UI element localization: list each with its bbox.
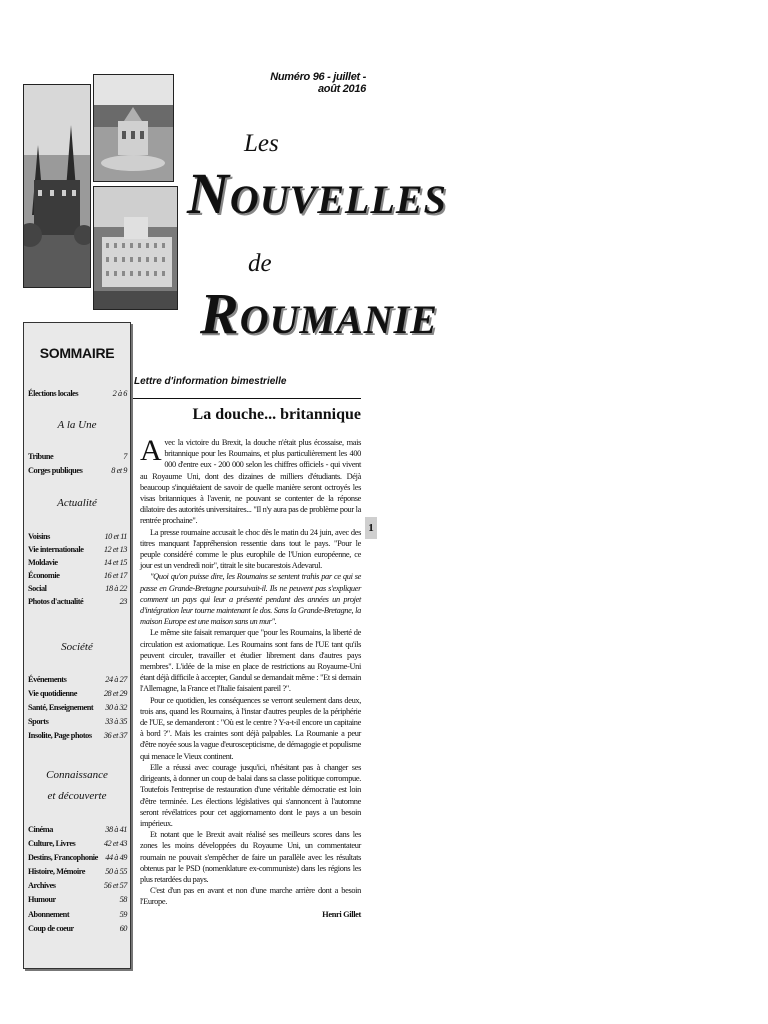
masthead-nouvelles-cap: N — [187, 161, 230, 226]
masthead-roumanie — [200, 280, 438, 347]
toc-title: SOMMAIRE — [39, 345, 115, 361]
article-author: Henri Gillet — [322, 909, 361, 919]
masthead-les: Les — [244, 130, 279, 157]
toc-item[interactable]: Photos d'actualité 23 — [28, 597, 127, 606]
toc-item[interactable]: Destins, Francophonie 44 à 49 — [28, 853, 127, 862]
toc-item[interactable]: Archives 56 et 57 — [28, 881, 127, 890]
masthead-roumanie-cap: R — [200, 281, 240, 346]
toc-item[interactable]: Abonnement 59 — [28, 910, 127, 919]
parliament-photo — [93, 186, 178, 310]
masthead-de: de — [248, 250, 272, 277]
article-title: La douche... britannique — [192, 406, 361, 423]
masthead-roumanie-rest: OUMANIE — [239, 297, 438, 342]
toc-item[interactable]: Cinéma 38 à 41 — [28, 825, 127, 834]
table-of-contents — [23, 322, 131, 969]
header-rule — [133, 398, 361, 399]
article-paragraph: Elle a réussi avec courage jusqu'ici, n'hésitant pas à changer ses dirigeants, à donner un coup de balai dans sa classe politique corrompue. Toutefois l'entreprise de restauration d'une véritable démocratie est loin d'être terminée. Les élections législatives qui s'annoncent à l'automne seront révélatrices pour cet aggiornamento dont le pays a un besoin impérieux. — [140, 762, 361, 828]
article-paragraph: Le même site faisait remarquer que "pour les Roumains, la liberté de circulation est axiomatique. Les Roumains sont fans de l'UE tant qu'ils peuvent circuler, travailler et étudier librement dans d'autres pays membres". L'idée de la mise en place de restrictions au Royaume-Uni étant déjà difficile à accepter, Gandul se demandait même : "Et si demain l'Allemagne, la France et l'Italie faisaient pareil ?". — [140, 628, 361, 694]
toc-item[interactable]: Moldavie 14 et 15 — [28, 558, 127, 567]
toc-section-heading: Société — [61, 641, 93, 653]
toc-item[interactable]: Santé, Enseignement 30 à 32 — [28, 703, 127, 712]
article-dropcap: A — [140, 434, 162, 467]
toc-item[interactable]: Voisins 10 et 11 — [28, 532, 127, 541]
toc-section-heading: A la Une — [57, 419, 97, 431]
page-number-badge: 1 — [365, 517, 377, 539]
toc-item[interactable]: Élections locales 2 à 6 — [28, 389, 127, 398]
toc-item[interactable]: Tribune 7 — [28, 452, 127, 461]
toc-item[interactable]: Corges publiques 8 et 9 — [28, 466, 127, 475]
article-body — [140, 434, 361, 920]
toc-section-heading-line2: et découverte — [47, 790, 107, 802]
toc-item[interactable]: Social 18 à 22 — [28, 584, 127, 593]
article-paragraph: C'est d'un pas en avant et non d'une marche arrière dont a besoin l'Europe. — [140, 886, 361, 907]
issue-number: Numéro 96 - juillet - août 2016 — [270, 71, 366, 95]
palace-lake-photo — [93, 74, 174, 182]
toc-section-heading: Actualité — [57, 497, 97, 509]
toc-item[interactable]: Sports 33 à 35 — [28, 717, 127, 726]
toc-item[interactable]: Vie quotidienne 28 et 29 — [28, 689, 127, 698]
toc-item[interactable]: Économie 16 et 17 — [28, 571, 127, 580]
newsletter-subtitle: Lettre d'information bimestrielle — [134, 376, 287, 387]
toc-item[interactable]: Insolite, Page photos 36 et 37 — [28, 731, 127, 740]
article-paragraph: Et notant que le Brexit avait réalisé ses meilleurs scores dans les zones les moins développées du Royaume Uni, un commentateur roumain ne pouvait s'empêcher de faire un parallèle avec les résultats obtenus par le PSD (nomenklature ex-communiste) dans les régions les plus retardées du pays. — [140, 830, 361, 884]
toc-section-heading: Connaissance — [46, 769, 108, 781]
article-paragraph: La presse roumaine accusait le choc dès le matin du 24 juin, avec des titres manquant l'appréhension ressentie dans tout le pays. "Pour le peuple considéré comme le plus europhile de l'Union européenne, ce jour est un vendredi noir", titrait le site bucarestois Adevarul. — [140, 527, 361, 571]
toc-item[interactable]: Culture, Livres 42 et 43 — [28, 839, 127, 848]
toc-item[interactable]: Vie internationale 12 et 13 — [28, 545, 127, 554]
toc-item[interactable]: Événements 24 à 27 — [28, 675, 127, 684]
article-paragraph: Avec la victoire du Brexit, la douche n'était plus écossaise, mais britannique pour les Roumains, et plus particulièrement les 400 000 d'entre eux - 200 000 selon les chiffres officiels - qui vivent au Royaume Uni, dont des dizaines de milliers d'étudiants. Déjà beaucoup s'inquiétaient de savoir de quelle manière seront octroyés les visas britanniques à l'avenir, ne pouvant se contenter de la réponse dilatoire des autorités universitaires... "Il n'y aura pas de problème pour la rentrée prochaine". — [140, 434, 361, 526]
masthead-nouvelles-rest: OUVELLES — [229, 177, 447, 222]
toc-item[interactable]: Humour 58 — [28, 895, 127, 904]
article-paragraph: Pour ce quotidien, les conséquences se verront seulement dans deux, trois ans, quand les Roumains, à l'instar d'autres peuples de la périphérie de l'UE, se demanderont : "Où est le centre ? Y-a-t-il encore un capitaine à bord ?". Mais les craintes sont déjà palpables. La Roumanie a peur d'être noyée sous la vague d'euroscepticisme, de démagogie et populisme qui menace le Vieux continent. — [140, 695, 361, 761]
masthead-nouvelles — [187, 160, 447, 227]
castle-photo — [23, 84, 91, 288]
toc-item[interactable]: Coup de coeur 60 — [28, 924, 127, 933]
toc-item[interactable]: Histoire, Mémoire 50 à 55 — [28, 867, 127, 876]
article-paragraph: "Quoi qu'on puisse dire, les Roumains se sentent trahis par ce qui se passe en Grande-Bretagne poursuivait-il. Ils ne peuvent pas s'expliquer comment un pays qui leur a présenté pendant des années un projet d'intégration leur tourne maintenant le dos. Sans la Grande-Bretagne, la maison Europe est une maison sans un mur". — [140, 572, 361, 627]
